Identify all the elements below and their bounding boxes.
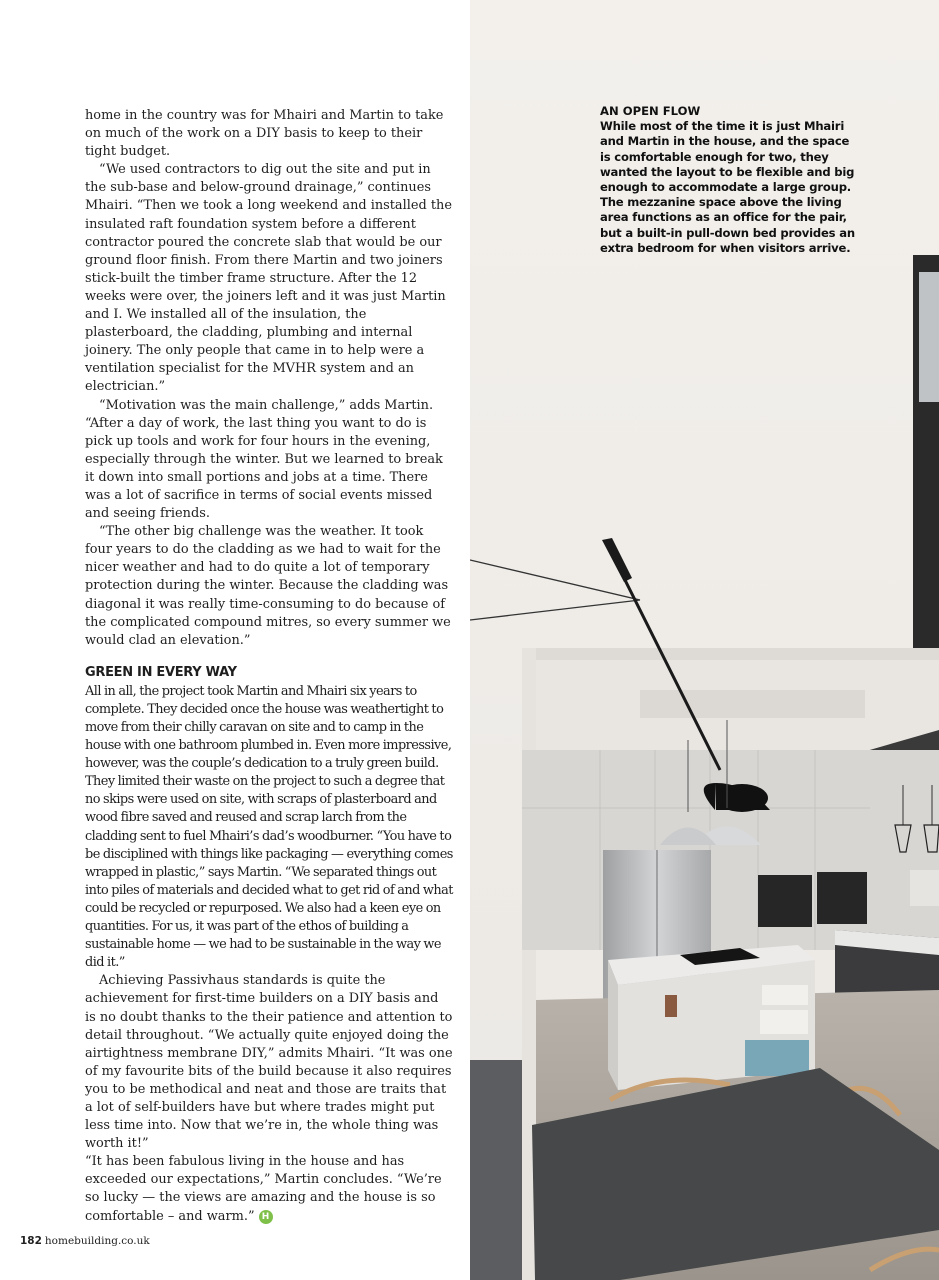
- window-glass: [919, 272, 939, 402]
- homebuilding-end-icon: H: [259, 1210, 273, 1224]
- kitchen-cabinets: [522, 750, 939, 950]
- ceiling-panel: [640, 690, 865, 718]
- section-heading: GREEN IN EVERY WAY: [85, 664, 237, 680]
- photo-caption: [600, 104, 855, 256]
- paragraph: “The other big challenge was the weather. It took four years to do the cladding as we had to wait for the nicer weather and had to do quite a lot of temporary protection during the winter. Because the cladding was diagonal it was really time-consuming to do because of the complicated compound mitres, so every summer we would clad an elevation.”: [85, 524, 451, 648]
- page-footer: [20, 1235, 150, 1247]
- page-number: 182: [20, 1235, 42, 1247]
- paragraph: home in the country was for Mhairi and Martin to take on much of the work on a DIY basis to keep to their tight budget.: [85, 108, 444, 160]
- oven: [817, 872, 867, 924]
- chair-left: [470, 1060, 522, 1280]
- pendant-lamp: [716, 784, 768, 812]
- paragraph: “It has been fabulous living in the house and has exceeded our expectations,” Martin concludes. “We’re so lucky — the views are amazing and the house is so comfortable – and warm.”: [85, 1154, 442, 1224]
- paragraph: “We used contractors to dig out the site and put in the sub-base and below-ground drainage,” continues Mhairi. “Then we took a long weekend and installed the insulated raft foundation system before a different contractor poured the concrete slab that would be our ground floor finish. From there Martin and two joiners stick-built the timber frame structure. After the 12 weeks were over, the joiners left and it was just Martin and I. We installed all of the insulation, the plasterboard, the cladding, plumbing and internal joinery. The only people that came in to help were a ventilation specialist for the MVHR system and an electrician.”: [85, 162, 452, 395]
- site-url: homebuilding.co.uk: [44, 1235, 150, 1247]
- books: [745, 1040, 809, 1076]
- paragraph: All in all, the project took Martin and Mhairi six years to complete. They decided once the house was weathertight to move from their chilly caravan on site and to camp in the house with one bathroom plumbed in. Even more impressive, however, was the couple’s dedication to a truly green build. They limited their waste on the project to such a degree that no skips were used on site, with scraps of plasterboard and wood fibre saved and reused and scrap larch from the cladding sent to fuel Mhairi’s dad’s woodburner. “You have to be disciplined with things like packaging — everything comes wrapped in plastic,” says Martin. “We separated things out into piles of materials and decided what to get rid of and what could be recycled or repurposed. We also had a keen eye on quantities. For us, it was part of the ethos of building a sustainable home — we had to be sustainable in the way we did it.”: [85, 683, 453, 971]
- caption-text: While most of the time it is just Mhairi and Martin in the house, and the space is comfortable enough for two, they wanted the layout to be flexible and big enough to accommodate a large group. The mezzanine space above the living area functions as an office for the pair, but a built-in pull-down bed provides an extra bedroom for when visitors arrive.: [600, 119, 855, 255]
- paragraph: “Motivation was the main challenge,” adds Martin. “After a day of work, the last thing you want to do is pick up tools and work for four hours in the evening, especially through the winter. But we learned to break it down into small portions and jobs at a time. There was a lot of sacrifice in terms of social events missed and seeing friends.: [85, 397, 443, 522]
- article-body: [85, 107, 453, 1226]
- paragraph: Achieving Passivhaus standards is quite the achievement for first-time builders on a DIY basis and is no doubt thanks to the their patience and attention to detail throughout. “We actually quite enjoyed doing the airtightness membrane DIY,” admits Mhairi. “It was one of my favourite bits of the build because it also requires you to be methodical and neat and those are traits that a lot of self-builders have but where trades might put less time into. Now that we’re in, the whole thing was worth it!”: [85, 973, 453, 1152]
- caption-title: AN OPEN FLOW: [600, 104, 701, 118]
- oven: [758, 875, 812, 927]
